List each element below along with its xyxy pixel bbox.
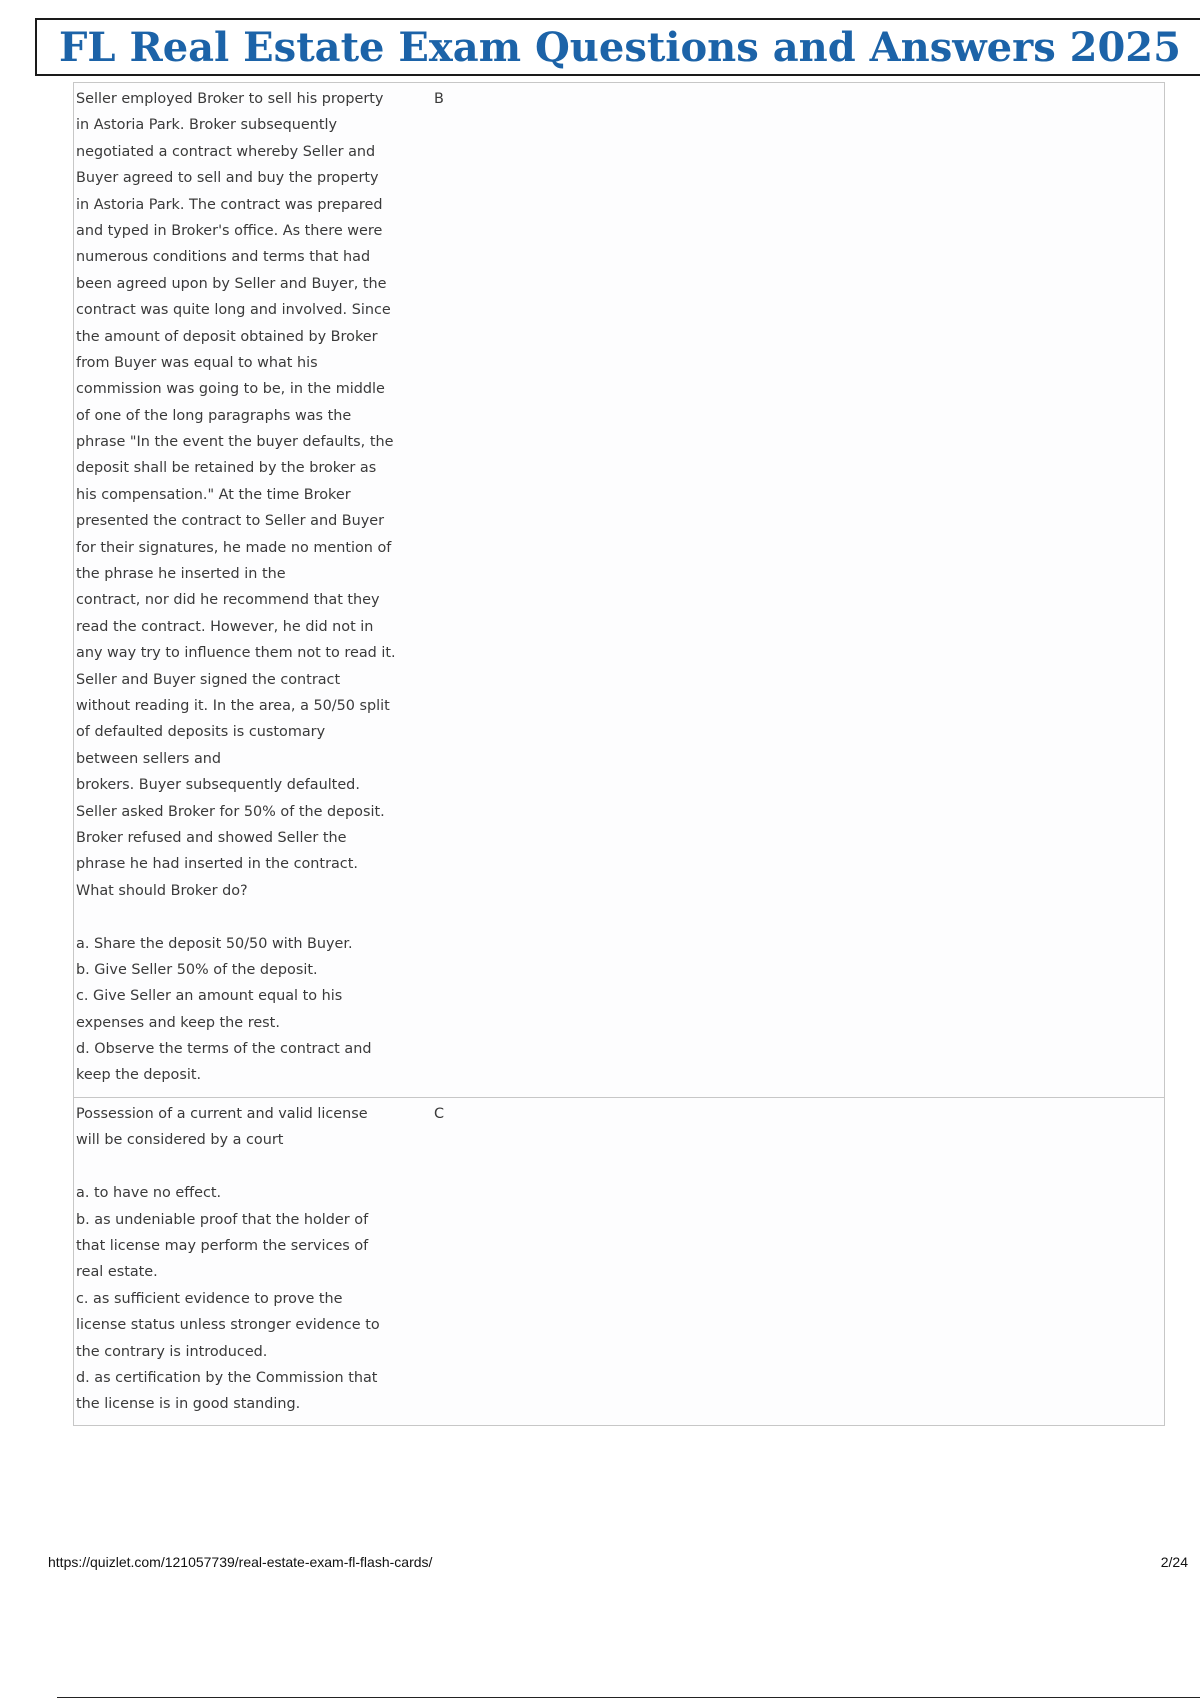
question-text-line: any way try to influence them not to read it. [76, 645, 396, 662]
question-text-line: without reading it. In the area, a 50/50 split [76, 697, 390, 714]
question-cell [74, 83, 396, 1097]
source-url: https://quizlet.com/121057739/real-estate-exam-fl-flash-cards/ [48, 1554, 433, 1570]
question-text-line: Seller asked Broker for 50% of the deposit. [76, 803, 385, 820]
question-text-line: in Astoria Park. Broker subsequently [76, 117, 337, 134]
question-text-line: presented the contract to Seller and Buyer [76, 513, 385, 530]
flashcard-row [74, 1098, 1164, 1425]
question-text-line: Seller and Buyer signed the contract [76, 671, 341, 688]
question-text-line: Possession of a current and valid license [76, 1106, 368, 1122]
question-text-line: the phrase he inserted in the [76, 566, 286, 583]
question-cell [74, 1098, 396, 1425]
question-text-line: his compensation." At the time Broker [76, 486, 351, 503]
answer-cell: C [434, 1106, 445, 1122]
flashcard-row [74, 83, 1164, 1098]
question-text-line: been agreed upon by Seller and Buyer, the [76, 275, 387, 292]
question-text-line: c. as sufficient evidence to prove the [76, 1290, 343, 1307]
answer-cell: B [434, 91, 444, 107]
page-title: FL Real Estate Exam Questions and Answers 2025 [59, 23, 1181, 71]
question-text-line: a. to have no effect. [76, 1185, 222, 1202]
question-text-line: that license may perform the services of [76, 1237, 369, 1254]
question-text-line: a. Share the deposit 50/50 with Buyer. [76, 935, 353, 952]
question-text-line: the amount of deposit obtained by Broker [76, 328, 378, 345]
question-text-line: numerous conditions and terms that had [76, 249, 371, 266]
question-text-line: What should Broker do? [76, 882, 248, 899]
question-text-line: b. Give Seller 50% of the deposit. [76, 961, 318, 978]
question-text-line: between sellers and [76, 750, 222, 767]
question-text-line: c. Give Seller an amount equal to his [76, 988, 343, 1005]
question-text-line: the license is in good standing. [76, 1396, 301, 1413]
question-text-line: phrase he had inserted in the contract. [76, 856, 358, 873]
question-text-line: of defaulted deposits is customary [76, 724, 326, 741]
question-spacer [76, 904, 396, 930]
question-text-line: the contrary is introduced. [76, 1343, 268, 1360]
bottom-divider [57, 1697, 1200, 1698]
question-spacer [76, 1154, 396, 1180]
question-text-line: d. as certification by the Commission that [76, 1369, 378, 1386]
question-text-line: will be considered by a court [76, 1132, 284, 1149]
page-number: 2/24 [1160, 1554, 1188, 1570]
question-text-line: license status unless stronger evidence to [76, 1317, 380, 1334]
flashcard-table [73, 82, 1165, 1426]
question-text-line: for their signatures, he made no mention of [76, 539, 392, 556]
question-text-line: d. Observe the terms of the contract and [76, 1041, 372, 1058]
question-text-line: contract was quite long and involved. Since [76, 302, 391, 319]
question-text-line: and typed in Broker's office. As there were [76, 222, 383, 239]
question-text-line: from Buyer was equal to what his [76, 354, 318, 371]
question-text-line: Seller employed Broker to sell his property [76, 91, 384, 107]
question-text-line: deposit shall be retained by the broker as [76, 460, 377, 477]
question-text-line: expenses and keep the rest. [76, 1014, 280, 1031]
question-text-line: commission was going to be, in the middle [76, 381, 385, 398]
question-text-line: of one of the long paragraphs was the [76, 407, 352, 424]
page-header [35, 18, 1200, 76]
question-text-line: in Astoria Park. The contract was prepared [76, 196, 383, 213]
question-text-line: real estate. [76, 1264, 158, 1281]
question-text-line: Buyer agreed to sell and buy the property [76, 170, 379, 187]
question-text-line: contract, nor did he recommend that they [76, 592, 380, 609]
question-text-line: brokers. Buyer subsequently defaulted. [76, 777, 360, 794]
question-text-line: b. as undeniable proof that the holder of [76, 1211, 369, 1228]
question-text-line: keep the deposit. [76, 1067, 202, 1084]
question-text-line: phrase "In the event the buyer defaults, the [76, 434, 394, 451]
question-text-line: Broker refused and showed Seller the [76, 829, 347, 846]
question-text-line: negotiated a contract whereby Seller and [76, 143, 376, 160]
question-text-line: read the contract. However, he did not in [76, 618, 374, 635]
